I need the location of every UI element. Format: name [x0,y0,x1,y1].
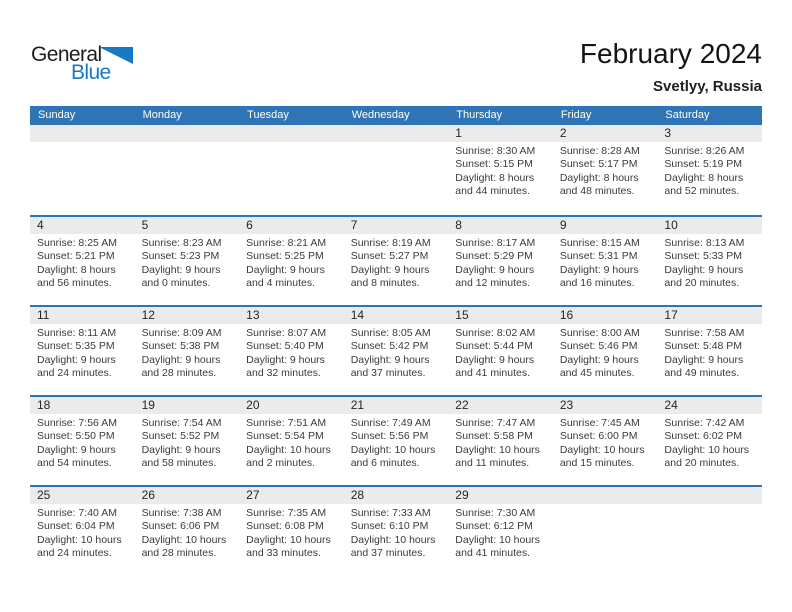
weekday-header-monday: Monday [142,109,182,121]
sunrise-text: Sunrise: 8:02 AM [455,327,536,339]
day-details [657,414,762,470]
date-band [448,487,553,504]
date-band [135,307,240,324]
day-cell [657,125,762,215]
daylight-text-line1: Daylight: 9 hours [37,443,116,456]
sunrise-text: Sunrise: 7:47 AM [455,417,536,429]
day-cell [135,217,240,305]
daylight-text-line2: and 24 minutes. [37,366,112,379]
daylight-text-line2: and 32 minutes. [246,366,321,379]
day-cell [448,307,553,395]
day-cell [344,125,449,215]
date-number: 20 [246,398,260,412]
day-cell [135,487,240,575]
day-details [30,142,135,145]
day-details [448,504,553,560]
sunrise-text: Sunrise: 8:26 AM [664,145,745,157]
week-row [30,125,762,215]
day-cell [135,125,240,215]
logo-text-general: General [31,43,102,66]
day-cell [448,397,553,485]
date-band [657,487,762,504]
weekday-header-tuesday: Tuesday [247,109,289,121]
day-cell [657,487,762,575]
date-number: 11 [37,308,50,322]
daylight-text-line1: Daylight: 8 hours [455,171,535,184]
daylight-text-line2: and 33 minutes. [246,546,321,559]
date-band [448,397,553,414]
sunset-text: Sunset: 5:54 PM [246,430,324,443]
sunset-text: Sunset: 6:02 PM [664,430,743,443]
day-details [657,234,762,290]
day-cell [448,125,553,215]
date-number: 5 [141,218,149,232]
day-cell [239,397,344,485]
date-band [344,217,449,234]
sunset-text: Sunset: 5:44 PM [455,340,533,353]
sunset-text: Sunset: 5:40 PM [246,340,324,353]
sunrise-text: Sunrise: 7:33 AM [350,507,431,519]
day-details [30,324,135,380]
date-number: 28 [350,488,365,502]
daylight-text-line1: Daylight: 10 hours [664,443,750,456]
daylight-text-line1: Daylight: 10 hours [141,533,227,546]
sunset-text: Sunset: 6:00 PM [559,430,638,443]
date-band [135,397,240,414]
weekday-header-wednesday: Wednesday [351,109,410,121]
date-number: 25 [37,488,51,502]
date-band [135,487,240,504]
date-band [344,125,449,142]
daylight-text-line1: Daylight: 9 hours [37,353,116,366]
date-band [30,217,135,234]
day-details [553,504,658,507]
sunset-text: Sunset: 5:35 PM [37,340,115,353]
day-details [657,142,762,198]
sunrise-text: Sunrise: 7:30 AM [455,507,536,519]
sunset-text: Sunset: 5:48 PM [664,340,743,353]
daylight-text-line2: and 28 minutes. [141,546,217,559]
daylight-text-line2: and 11 minutes. [455,456,530,469]
date-band [30,487,135,504]
daylight-text-line2: and 58 minutes. [141,456,217,469]
day-details [344,234,449,290]
day-cell [30,487,135,575]
daylight-text-line2: and 44 minutes. [455,184,530,197]
day-cell [448,487,553,575]
day-details [30,234,135,290]
date-number: 21 [350,398,365,412]
logo-text-blue: Blue [71,61,111,84]
daylight-text-line1: Daylight: 10 hours [350,443,436,456]
date-number: 6 [246,218,253,232]
daylight-text-line1: Daylight: 9 hours [141,353,221,366]
sunrise-text: Sunrise: 8:19 AM [350,237,431,249]
date-number: 19 [141,398,155,412]
day-cell [553,125,658,215]
date-number: 12 [141,308,155,322]
date-band [135,125,240,142]
daylight-text-line1: Daylight: 10 hours [246,443,331,456]
date-number: 4 [37,218,44,232]
daylight-text-line2: and 2 minutes. [246,456,316,469]
daylight-text-line1: Daylight: 9 hours [559,353,639,366]
day-cell [553,487,658,575]
sunrise-text: Sunrise: 8:21 AM [246,237,327,249]
daylight-text-line1: Daylight: 9 hours [246,263,325,276]
day-details [448,324,553,380]
daylight-text-line1: Daylight: 9 hours [455,263,535,276]
date-band [657,125,762,142]
sunset-text: Sunset: 6:12 PM [455,520,533,533]
day-details [239,504,344,560]
day-cell [239,217,344,305]
date-band [448,125,553,142]
daylight-text-line1: Daylight: 9 hours [664,263,744,276]
sunset-text: Sunset: 5:23 PM [141,250,220,263]
weekday-header-row [30,106,762,125]
sunset-text: Sunset: 6:10 PM [350,520,429,533]
daylight-text-line2: and 6 minutes. [350,456,420,469]
daylight-text-line1: Daylight: 9 hours [141,263,221,276]
daylight-text-line1: Daylight: 9 hours [350,263,430,276]
sunset-text: Sunset: 5:46 PM [559,340,638,353]
weekday-header-saturday: Saturday [665,109,710,121]
date-band [657,397,762,414]
sunrise-text: Sunrise: 8:07 AM [246,327,327,339]
day-details [344,142,449,145]
calendar-grid [30,106,762,575]
day-cell [239,307,344,395]
daylight-text-line2: and 48 minutes. [559,184,635,197]
day-cell [657,397,762,485]
day-cell [30,125,135,215]
weekday-header-thursday: Thursday [456,109,503,121]
date-number: 7 [350,218,358,232]
date-band [553,125,658,142]
sunrise-text: Sunrise: 7:40 AM [37,507,117,519]
day-cell [344,487,449,575]
day-details [553,414,658,470]
daylight-text-line2: and 20 minutes. [664,456,740,469]
day-details [344,504,449,560]
sunrise-text: Sunrise: 8:25 AM [37,237,117,249]
daylight-text-line1: Daylight: 9 hours [246,353,325,366]
date-band [448,217,553,234]
day-cell [344,397,449,485]
sunrise-text: Sunrise: 8:09 AM [141,327,222,339]
day-details [448,414,553,470]
sunset-text: Sunset: 5:15 PM [455,158,533,171]
sunrise-text: Sunrise: 8:28 AM [559,145,640,157]
sunset-text: Sunset: 5:38 PM [141,340,220,353]
sunrise-text: Sunrise: 8:30 AM [455,145,536,157]
sunrise-text: Sunrise: 7:49 AM [350,417,431,429]
date-number: 29 [455,488,469,502]
date-number: 26 [141,488,155,502]
sunrise-text: Sunrise: 7:35 AM [246,507,327,519]
daylight-text-line1: Daylight: 8 hours [37,263,116,276]
date-band [344,307,449,324]
day-details [239,324,344,380]
weekday-header-friday: Friday [560,109,592,121]
day-details [657,504,762,507]
day-details [657,324,762,380]
daylight-text-line1: Daylight: 9 hours [664,353,744,366]
sunrise-text: Sunrise: 7:45 AM [559,417,640,429]
sunset-text: Sunset: 6:04 PM [37,520,115,533]
day-cell [553,397,658,485]
daylight-text-line1: Daylight: 9 hours [559,263,639,276]
general-blue-logo [31,44,151,88]
date-band [239,487,344,504]
sunrise-text: Sunrise: 7:38 AM [141,507,222,519]
daylight-text-line2: and 28 minutes. [141,366,217,379]
day-details [30,414,135,470]
day-cell [657,217,762,305]
date-band [657,307,762,324]
daylight-text-line1: Daylight: 9 hours [350,353,430,366]
date-number: 22 [455,398,469,412]
date-band [344,397,449,414]
date-band [239,217,344,234]
day-cell [553,307,658,395]
sunset-text: Sunset: 5:52 PM [141,430,220,443]
date-band [553,217,658,234]
day-cell [135,397,240,485]
daylight-text-line2: and 8 minutes. [350,276,420,289]
sunrise-text: Sunrise: 8:15 AM [559,237,640,249]
daylight-text-line2: and 45 minutes. [559,366,635,379]
sunset-text: Sunset: 6:06 PM [141,520,220,533]
date-band [657,217,762,234]
daylight-text-line1: Daylight: 9 hours [141,443,221,456]
date-band [344,487,449,504]
date-band [30,125,135,142]
daylight-text-line2: and 41 minutes. [455,546,530,559]
sunset-text: Sunset: 5:33 PM [664,250,743,263]
date-number: 9 [559,218,567,232]
date-number: 14 [350,308,365,322]
sunset-text: Sunset: 5:19 PM [664,158,743,171]
date-band [135,217,240,234]
daylight-text-line2: and 12 minutes. [455,276,530,289]
date-number: 13 [246,308,260,322]
sunset-text: Sunset: 5:21 PM [37,250,115,263]
day-details [135,504,240,560]
date-band [553,307,658,324]
day-details [239,142,344,145]
daylight-text-line1: Daylight: 10 hours [246,533,331,546]
date-number: 8 [455,218,462,232]
day-details [448,142,553,198]
date-number: 16 [559,308,574,322]
daylight-text-line2: and 24 minutes. [37,546,112,559]
date-number: 2 [559,126,567,140]
day-details [135,142,240,145]
date-number: 23 [559,398,574,412]
daylight-text-line2: and 37 minutes. [350,366,426,379]
date-band [239,397,344,414]
weekday-header-sunday: Sunday [38,109,76,121]
sunrise-text: Sunrise: 8:05 AM [350,327,431,339]
date-number: 17 [664,308,678,322]
sunset-text: Sunset: 5:42 PM [350,340,429,353]
date-band [239,307,344,324]
daylight-text-line2: and 52 minutes. [664,184,740,197]
date-band [448,307,553,324]
date-band [30,307,135,324]
sunrise-text: Sunrise: 7:58 AM [664,327,745,339]
daylight-text-line1: Daylight: 8 hours [664,171,744,184]
sunset-text: Sunset: 5:29 PM [455,250,533,263]
date-band [553,487,658,504]
calendar-location: Svetlyy, Russia [653,78,762,95]
sunrise-text: Sunrise: 8:23 AM [141,237,222,249]
daylight-text-line2: and 20 minutes. [664,276,740,289]
day-details [344,324,449,380]
sunrise-text: Sunrise: 7:51 AM [246,417,327,429]
day-details [553,324,658,380]
day-details [553,142,658,198]
day-details [239,414,344,470]
date-band [553,397,658,414]
date-band [239,125,344,142]
week-row [30,485,762,575]
sunset-text: Sunset: 5:56 PM [350,430,429,443]
day-cell [30,217,135,305]
day-cell [657,307,762,395]
daylight-text-line1: Daylight: 10 hours [455,443,540,456]
daylight-text-line2: and 41 minutes. [455,366,530,379]
week-row [30,215,762,305]
sunset-text: Sunset: 5:17 PM [559,158,638,171]
day-cell [30,307,135,395]
day-details [30,504,135,560]
daylight-text-line1: Daylight: 9 hours [455,353,535,366]
date-number: 3 [664,126,672,140]
sunrise-text: Sunrise: 7:42 AM [664,417,745,429]
sunrise-text: Sunrise: 7:54 AM [141,417,222,429]
daylight-text-line1: Daylight: 10 hours [559,443,645,456]
day-details [239,234,344,290]
sunset-text: Sunset: 5:58 PM [455,430,533,443]
day-cell [553,217,658,305]
daylight-text-line1: Daylight: 10 hours [37,533,122,546]
sunset-text: Sunset: 5:25 PM [246,250,324,263]
date-number: 1 [455,126,462,140]
day-cell [135,307,240,395]
date-number: 24 [664,398,678,412]
day-cell [448,217,553,305]
date-number: 10 [664,218,678,232]
weeks-container [30,125,762,575]
day-details [553,234,658,290]
day-cell [344,217,449,305]
calendar-month-title: February 2024 [579,38,762,69]
daylight-text-line2: and 15 minutes. [559,456,635,469]
daylight-text-line2: and 49 minutes. [664,366,740,379]
week-row [30,395,762,485]
day-cell [239,487,344,575]
sunrise-text: Sunrise: 8:00 AM [559,327,640,339]
sunset-text: Sunset: 5:50 PM [37,430,115,443]
daylight-text-line2: and 16 minutes. [559,276,635,289]
day-details [448,234,553,290]
sunrise-text: Sunrise: 8:11 AM [37,327,117,339]
sunrise-text: Sunrise: 8:13 AM [664,237,745,249]
sunrise-text: Sunrise: 7:56 AM [37,417,117,429]
day-cell [30,397,135,485]
date-number: 27 [246,488,260,502]
daylight-text-line1: Daylight: 10 hours [455,533,540,546]
week-row [30,305,762,395]
day-details [135,324,240,380]
sunset-text: Sunset: 6:08 PM [246,520,324,533]
day-details [344,414,449,470]
sunrise-text: Sunrise: 8:17 AM [455,237,536,249]
daylight-text-line2: and 37 minutes. [350,546,426,559]
daylight-text-line2: and 54 minutes. [37,456,112,469]
date-number: 18 [37,398,51,412]
day-details [135,414,240,470]
day-cell [239,125,344,215]
date-band [30,397,135,414]
day-cell [344,307,449,395]
daylight-text-line2: and 4 minutes. [246,276,316,289]
sunset-text: Sunset: 5:27 PM [350,250,429,263]
daylight-text-line1: Daylight: 8 hours [559,171,639,184]
date-number: 15 [455,308,469,322]
day-details [135,234,240,290]
daylight-text-line2: and 56 minutes. [37,276,112,289]
daylight-text-line1: Daylight: 10 hours [350,533,436,546]
daylight-text-line2: and 0 minutes. [141,276,211,289]
sunset-text: Sunset: 5:31 PM [559,250,638,263]
